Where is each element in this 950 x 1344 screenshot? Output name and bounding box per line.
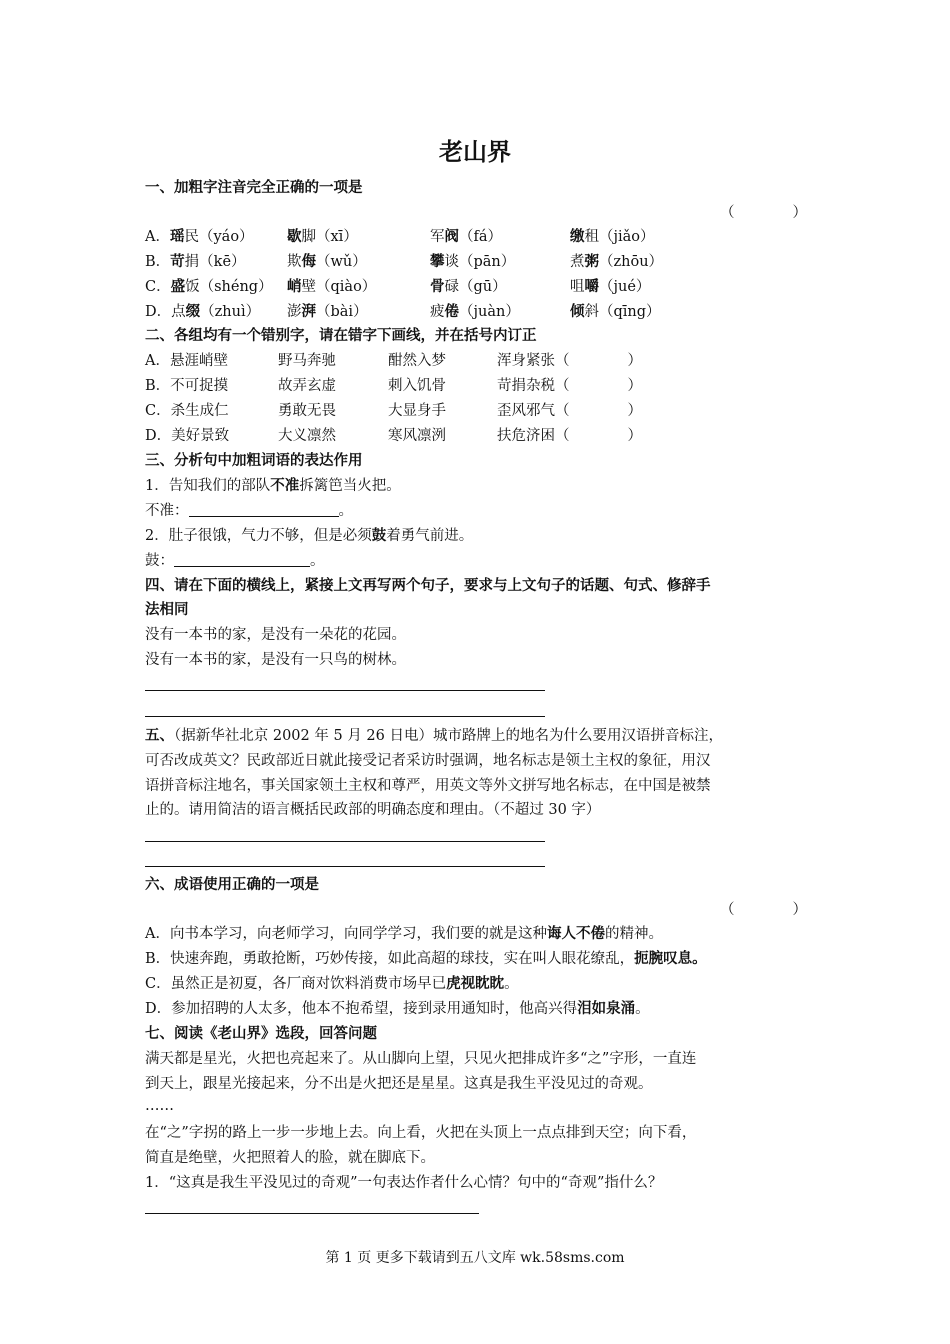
- q2-option-cell: D．美好景致: [145, 428, 230, 444]
- q2-option-cell: B．不可捉摸: [145, 378, 229, 394]
- q2-option-cell: 刺入饥骨: [388, 378, 446, 394]
- q1-option-cell: 歇脚（xī）: [287, 229, 358, 245]
- answer-line[interactable]: [145, 841, 545, 842]
- q1-option-cell: D．点缀（zhuì）: [145, 304, 261, 320]
- q7-passage-line-4: 简直是绝壁，火把照着人的脸，就在脚底下。: [145, 1150, 435, 1166]
- q1-option-cell: B．苛捐（kē）: [145, 254, 246, 270]
- page-footer: 第 1 页 更多下载请到五八文库 wk.58sms.com: [325, 1250, 625, 1266]
- q6-option-d: D．参加招聘的人太多，他本不抱希望，接到录用通知时，他高兴得泪如泉涌。: [145, 1001, 650, 1017]
- q1-heading: 一、加粗字注音完全正确的一项是: [145, 180, 363, 196]
- q2-option-cell: 大显身手: [388, 403, 446, 419]
- answer-line[interactable]: [145, 690, 545, 691]
- q2-option-cell: 酣然入梦: [388, 353, 446, 369]
- q7-passage-line-2: 到天上，跟星光接起来，分不出是火把还是星星。这真是我生平没见过的奇观。: [145, 1076, 653, 1092]
- q1-option-cell: 疲倦（juàn）: [430, 304, 520, 320]
- q1-option-cell: 缴租（jiǎo）: [570, 229, 655, 245]
- q1-answer-paren: （ ）: [720, 205, 807, 221]
- q2-option-cell: 寒风凛洌: [388, 428, 446, 444]
- q2-option-cell: C．杀生成仁: [145, 403, 229, 419]
- q2-option-cell: 浑身紧张（ ）: [497, 353, 642, 369]
- q7-passage-line-3: 在“之”字拐的路上一步一步地上去。向上看，火把在头顶上一点点排到天空；向下看，: [145, 1125, 697, 1141]
- q1-option-cell: 倾斜（qīng）: [570, 304, 661, 320]
- q2-option-cell: 苛捐杂税（ ）: [497, 378, 642, 394]
- q7-question-1: 1．“这真是我生平没见过的奇观”一句表达作者什么心情？句中的“奇观”指什么？: [145, 1175, 663, 1191]
- q4-heading-line-2: 法相同: [145, 602, 189, 618]
- q2-option-cell: 扶危济困（ ）: [497, 428, 642, 444]
- answer-blank[interactable]: [174, 552, 310, 567]
- q1-option-cell: 咀嚼（jué）: [570, 279, 651, 295]
- q6-option-b: B．快速奔跑，勇敢抢断，巧妙传接，如此高超的球技，实在叫人眼花缭乱，扼腕叹息。: [145, 951, 707, 967]
- q4-heading-line-1: 四、请在下面的横线上，紧接上文再写两个句子，要求与上文句子的话题、句式、修辞手: [145, 578, 711, 594]
- answer-line[interactable]: [145, 1213, 479, 1214]
- q1-option-cell: 峭壁（qiào）: [287, 279, 377, 295]
- q3-sentence-2: 2．肚子很饿，气力不够，但是必须鼓着勇气前进。: [145, 528, 474, 544]
- q1-option-cell: 欺侮（wǔ）: [287, 254, 367, 270]
- q1-option-cell: 骨碌（gū）: [430, 279, 507, 295]
- q1-option-cell: A．瑶民（yáo）: [145, 229, 254, 245]
- q6-heading: 六、成语使用正确的一项是: [145, 877, 319, 893]
- answer-line[interactable]: [145, 866, 545, 867]
- q1-option-cell: C．盛饭（shéng）: [145, 279, 273, 295]
- q3-heading: 三、分析句中加粗词语的表达作用: [145, 453, 363, 469]
- q3-sentence-1: 1．告知我们的部队不准拆篱笆当火把。: [145, 478, 401, 494]
- q7-passage-line-1: 满天都是星光，火把也亮起来了。从山脚向上望，只见火把排成许多“之”字形，一直连: [145, 1051, 697, 1067]
- page-title: 老山界: [439, 138, 511, 166]
- q5-line-2: 可否改成英文？民政部近日就此接受记者采访时强调，地名标志是领土主权的象征，用汉: [145, 753, 711, 769]
- q6-option-c: C．虽然正是初夏，各厂商对饮料消费市场早已虎视眈眈。: [145, 976, 519, 992]
- q1-option-cell: 攀谈（pān）: [430, 254, 516, 270]
- q3-answer-2: 鼓： 。: [145, 553, 325, 569]
- q1-option-cell: 煮粥（zhōu）: [570, 254, 664, 270]
- q6-option-a: A．向书本学习，向老师学习，向同学学习，我们要的就是这种诲人不倦的精神。: [145, 926, 663, 942]
- q3-answer-1: 不准： 。: [145, 503, 353, 519]
- q6-answer-paren: （ ）: [720, 902, 807, 918]
- q2-option-cell: A．悬涯峭壁: [145, 353, 228, 369]
- q2-option-cell: 歪风邪气（ ）: [497, 403, 642, 419]
- q4-example-1: 没有一本书的家，是没有一朵花的花园。: [145, 627, 406, 643]
- answer-blank[interactable]: [189, 502, 339, 517]
- q5-line-3: 语拼音标注地名，事关国家领土主权和尊严，用英文等外文拼写地名标志，在中国是被禁: [145, 778, 711, 794]
- q5-line-4: 止的。请用简洁的语言概括民政部的明确态度和理由。（不超过 30 字）: [145, 802, 601, 818]
- q7-ellipsis: ……: [145, 1098, 174, 1114]
- answer-line[interactable]: [145, 716, 545, 717]
- q5-line-1: 五、（据新华社北京 2002 年 5 月 26 日电）城市路牌上的地名为什么要用汉语拼音标注，: [145, 728, 723, 744]
- q1-option-cell: 军阀（fá）: [430, 229, 503, 245]
- q2-option-cell: 大义凛然: [278, 428, 336, 444]
- q2-heading: 二、各组均有一个错别字，请在错字下画线，并在括号内订正: [145, 328, 537, 344]
- q2-option-cell: 勇敢无畏: [278, 403, 336, 419]
- q4-example-2: 没有一本书的家，是没有一只鸟的树林。: [145, 652, 406, 668]
- q2-option-cell: 野马奔驰: [278, 353, 336, 369]
- q7-heading: 七、阅读《老山界》选段，回答问题: [145, 1026, 377, 1042]
- q1-option-cell: 澎湃（bài）: [287, 304, 368, 320]
- q2-option-cell: 故弄玄虚: [278, 378, 336, 394]
